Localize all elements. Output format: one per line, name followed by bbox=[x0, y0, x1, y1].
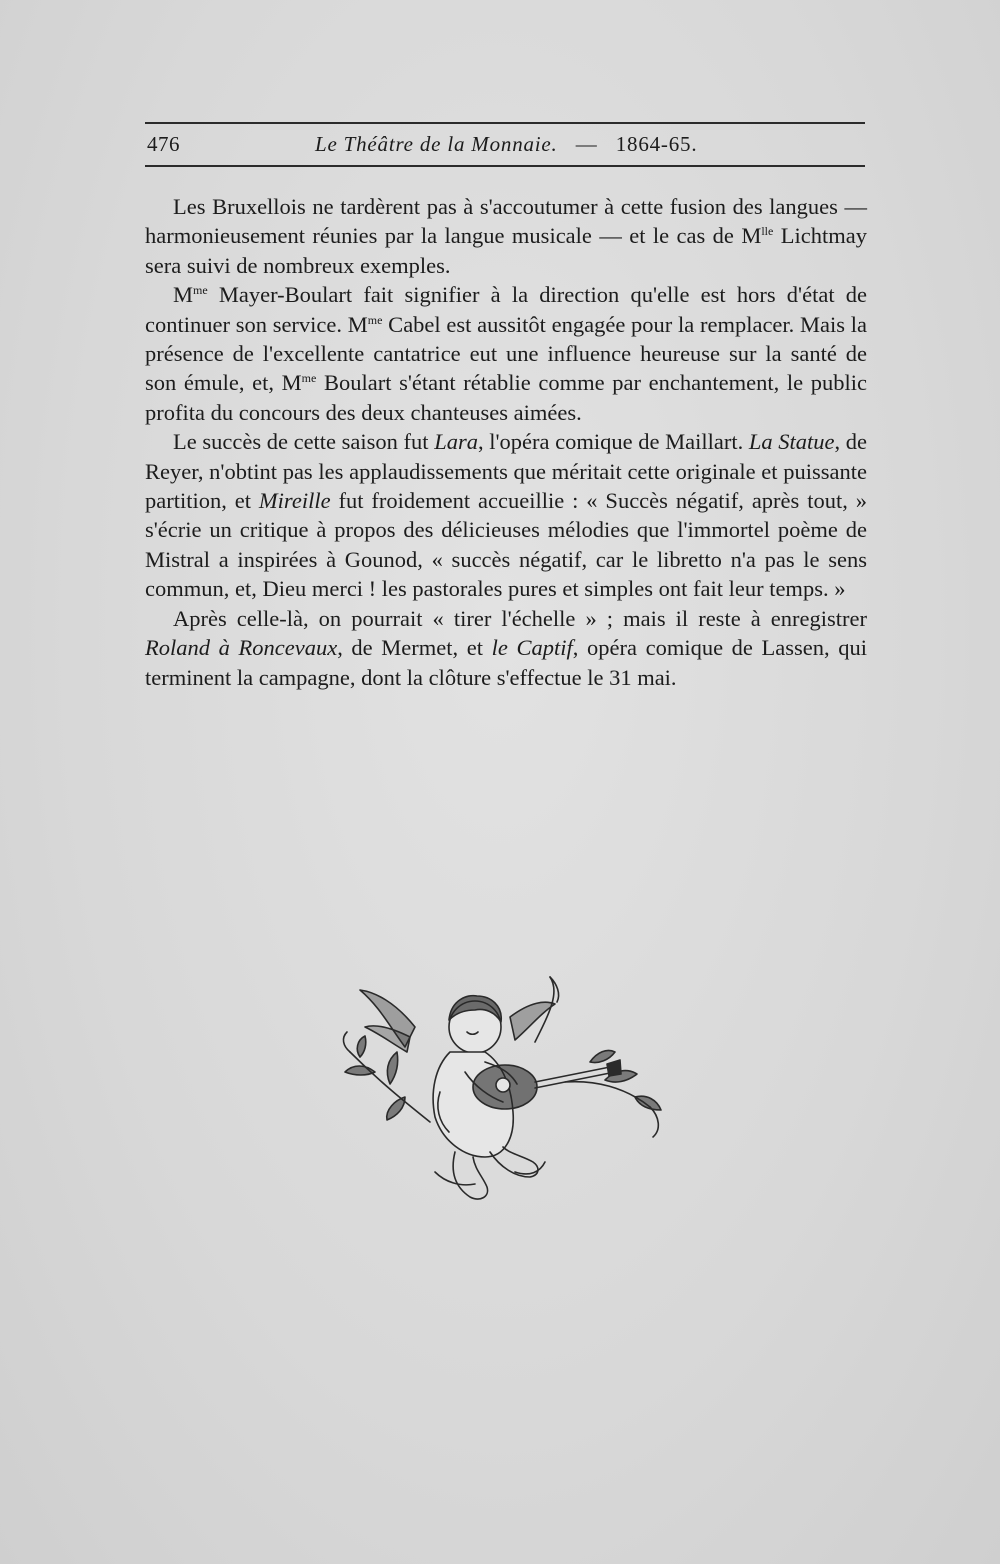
work-title-la-statue: La Statue bbox=[748, 429, 835, 455]
honorific: M bbox=[173, 282, 194, 308]
paragraph-3-text-end: fut froidement accueillie : « Succès négatif, après tout, » s'écrie un critique à propos des délicieuses mélodies que l'immortel poème de Mistral a inspirées à Gounod, « succès négatif, car le libretto n'a pas le sens commun, et, Dieu merci ! les pastorales pures et simples ont fait leur temps. » bbox=[145, 488, 867, 602]
honorific-superscript: me bbox=[367, 312, 383, 327]
cherub-playing-lute-vignette-icon bbox=[335, 972, 675, 1210]
paragraph-1-text-end: Lichtmay sera suivi de nombreux exemples. bbox=[145, 223, 867, 278]
paragraph-4-text: Après celle-là, on pourrait « tirer l'échelle » ; mais il reste à enregistrer bbox=[173, 605, 867, 631]
work-title-roland: Roland à Roncevaux bbox=[145, 635, 338, 661]
paragraph-3-text: Le succès de cette saison fut bbox=[173, 429, 435, 455]
running-title bbox=[315, 132, 697, 157]
work-title-le-captif: le Captif bbox=[491, 635, 573, 661]
paragraph-4-text-end: , opéra comique de Lassen, qui terminent la campagne, dont la clôture s'effectue le 31 mai. bbox=[145, 635, 868, 690]
honorific: M bbox=[281, 370, 302, 396]
header-bottom-rule bbox=[145, 165, 865, 167]
work-title-lara: Lara bbox=[434, 429, 478, 455]
header-top-rule bbox=[145, 122, 865, 124]
running-title-dash: — bbox=[575, 132, 598, 156]
paragraph-3-text: , de Reyer, n'obtint pas les applaudissements que méritait cette originale et puissante partition, et bbox=[145, 429, 867, 514]
paragraph-2-text-end: Boulart s'étant rétablie comme par enchantement, le public profita du concours des deux chanteuses aimées. bbox=[145, 370, 867, 425]
body-text bbox=[145, 192, 867, 692]
paragraph-2-text: Mayer-Boulart fait signifier à la direction qu'elle est hors d'état de continuer son service. bbox=[145, 282, 867, 337]
honorific-superscript: me bbox=[301, 371, 317, 386]
running-title-text: Le Théâtre de la Monnaie. bbox=[315, 132, 558, 156]
paragraph-3-text: , l'opéra comique de Maillart. bbox=[477, 429, 749, 455]
paragraph-4 bbox=[145, 604, 867, 692]
running-header bbox=[145, 122, 865, 168]
work-title-mireille: Mireille bbox=[258, 488, 331, 514]
page-number: 476 bbox=[147, 132, 180, 156]
honorific: M bbox=[347, 311, 368, 337]
running-title-years: 1864-65. bbox=[615, 132, 698, 156]
honorific-superscript: lle bbox=[761, 224, 774, 239]
paragraph-4-text: , de Mermet, et bbox=[337, 635, 492, 661]
paragraph-3 bbox=[145, 427, 867, 603]
paragraph-1-text: Les Bruxellois ne tardèrent pas à s'accoutumer à cette fusion des langues — harmonieusement réunies par la langue musicale — et le cas de M bbox=[145, 194, 867, 249]
paragraph-2 bbox=[145, 280, 867, 427]
honorific-superscript: me bbox=[193, 283, 208, 298]
paragraph-2-text-mid: Cabel est aussitôt engagée pour la remplacer. Mais la présence de l'excellente cantatrice eut une influence heureuse sur la santé de son émule, et, bbox=[145, 311, 867, 396]
paragraph-1 bbox=[145, 192, 867, 280]
